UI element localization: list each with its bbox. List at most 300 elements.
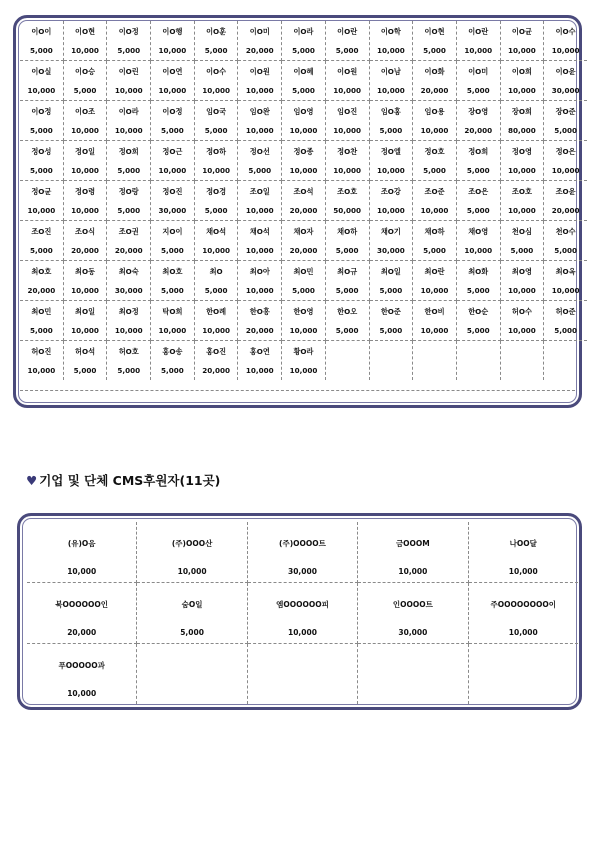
donor-name: (유)O음 (67, 539, 96, 548)
donation-amount: 10,000 (71, 326, 99, 335)
donor-cell (137, 522, 247, 583)
donor-cell (151, 301, 195, 341)
donor-name: 최O일 (75, 307, 96, 316)
donor-cell (282, 341, 326, 381)
donation-amount: 5,000 (29, 326, 53, 335)
donor-name: 채O석 (206, 227, 227, 236)
donor-name: 최O정 (118, 307, 139, 316)
donation-amount: 5,000 (204, 206, 228, 215)
donation-amount (544, 363, 587, 379)
donor-name: 이O원 (337, 67, 358, 76)
donor-name: 이O화 (424, 67, 445, 76)
donor-cell (151, 181, 195, 221)
donor-cell (500, 261, 544, 301)
donor-cell (63, 21, 107, 61)
donor-name: 허O석 (75, 347, 96, 356)
donation-amount: 10,000 (420, 326, 449, 335)
donor-cell (500, 301, 544, 341)
donor-cell (151, 141, 195, 181)
donor-cell (544, 341, 587, 381)
donor-cell (194, 141, 238, 181)
donor-cell (369, 261, 413, 301)
donor-name: 정O선 (249, 147, 270, 156)
table-row (20, 341, 587, 381)
donor-cell (456, 61, 500, 101)
donation-amount: 10,000 (202, 246, 230, 255)
donation-amount: 20,000 (245, 46, 274, 55)
donor-cell (413, 141, 457, 181)
donation-amount (501, 363, 544, 379)
donor-name: 조O식 (75, 227, 96, 236)
donor-cell (27, 583, 137, 644)
donation-amount: 10,000 (420, 206, 449, 215)
donor-cell (468, 644, 578, 705)
donation-amount: 20,000 (202, 366, 230, 375)
donor-cell (456, 221, 500, 261)
donor-cell (456, 341, 500, 381)
donor-cell (20, 61, 63, 101)
donation-amount: 10,000 (551, 46, 580, 55)
donor-name: 이O행 (162, 27, 183, 36)
table-bottom-divider (20, 390, 575, 391)
donor-cell (325, 181, 369, 221)
donor-cell (107, 21, 151, 61)
donor-cell (282, 21, 326, 61)
donor-cell (63, 301, 107, 341)
donor-name: 이O현 (75, 27, 96, 36)
donor-name: 정O은 (555, 147, 576, 156)
donation-amount: 5,000 (379, 286, 403, 295)
donor-cell (282, 141, 326, 181)
donor-name: 한O비 (424, 307, 445, 316)
donor-name: 허O수 (511, 307, 532, 316)
donor-name: 한O순 (468, 307, 489, 316)
donor-name: 한O흥 (249, 307, 270, 316)
donor-cell (544, 261, 587, 301)
donation-amount: 5,000 (554, 126, 577, 135)
donor-name: 최O호 (162, 267, 183, 276)
donor-cell (151, 21, 195, 61)
donor-name: 정O령 (75, 187, 96, 196)
donation-amount: 10,000 (289, 366, 318, 375)
donor-name: 채O하 (337, 227, 358, 236)
donation-amount: 5,000 (466, 206, 490, 215)
donor-cell (282, 101, 326, 141)
donor-name: 나OO달 (509, 539, 537, 548)
donation-amount: 10,000 (71, 286, 99, 295)
donation-amount: 10,000 (67, 689, 97, 698)
donation-amount: 5,000 (73, 366, 97, 375)
donation-amount: 10,000 (245, 206, 274, 215)
donation-amount: 5,000 (292, 86, 315, 95)
donation-amount: 5,000 (180, 628, 204, 637)
donor-name: 최O화 (468, 267, 489, 276)
donor-cell (20, 301, 63, 341)
donor-name: 정O희 (468, 147, 489, 156)
donation-amount: 5,000 (161, 366, 184, 375)
donation-amount: 10,000 (71, 206, 99, 215)
donor-cell (413, 221, 457, 261)
donor-cell (544, 21, 587, 61)
donor-name (544, 341, 587, 363)
donor-name: 최O영 (511, 267, 532, 276)
donation-amount: 10,000 (71, 126, 99, 135)
donor-cell (63, 261, 107, 301)
donor-name: 천O수 (555, 227, 576, 236)
donor-cell (194, 101, 238, 141)
donor-name: 정O희 (118, 147, 139, 156)
donor-cell (194, 21, 238, 61)
donation-amount: 30,000 (288, 567, 317, 576)
donor-name: 정O일 (75, 147, 96, 156)
donor-name: 이O조 (75, 107, 96, 116)
donation-amount: 10,000 (508, 166, 536, 175)
donation-amount: 5,000 (204, 46, 228, 55)
donor-name: 이O승 (75, 67, 96, 76)
donation-amount: 50,000 (333, 206, 362, 215)
donation-amount: 20,000 (245, 326, 274, 335)
donor-cell (500, 221, 544, 261)
donation-amount: 10,000 (420, 286, 449, 295)
donor-cell (358, 522, 468, 583)
donor-name (248, 644, 357, 675)
donor-name: 정O랑 (118, 187, 139, 196)
donation-amount: 10,000 (158, 86, 187, 95)
donor-cell (107, 61, 151, 101)
donor-name: 임O용 (424, 107, 445, 116)
corporate-section-title (26, 471, 220, 489)
donor-name (413, 341, 456, 363)
donor-cell (20, 341, 63, 381)
donor-name: 금OOOM (395, 539, 430, 548)
donor-name: 채O석 (249, 227, 270, 236)
donor-cell (325, 21, 369, 61)
donation-amount: 5,000 (335, 286, 359, 295)
donation-amount: 5,000 (161, 126, 184, 135)
donation-amount: 10,000 (508, 206, 536, 215)
donation-amount: 10,000 (420, 126, 449, 135)
donor-name: 이O정 (162, 107, 183, 116)
donor-cell (468, 583, 578, 644)
donor-name: 이O실 (31, 67, 52, 76)
donor-name (457, 341, 500, 363)
donor-cell (107, 301, 151, 341)
donation-amount: 20,000 (551, 206, 580, 215)
donor-cell (194, 61, 238, 101)
donation-amount: 5,000 (423, 246, 446, 255)
donation-amount: 5,000 (161, 286, 184, 295)
individual-donors-table (20, 21, 587, 380)
donor-cell (413, 341, 457, 381)
donor-name: 정O균 (31, 187, 52, 196)
donor-name: 푸OOOOO과 (58, 661, 105, 670)
donation-amount (457, 363, 500, 379)
donor-name (137, 644, 246, 675)
donor-name: 이O란 (337, 27, 358, 36)
donor-cell (544, 101, 587, 141)
donor-name: 허O준 (555, 307, 576, 316)
donor-name: 조O진 (31, 227, 52, 236)
donation-amount: 10,000 (333, 166, 362, 175)
donation-amount: 5,000 (379, 126, 403, 135)
donor-cell (238, 141, 282, 181)
donor-name: 정O종 (293, 147, 314, 156)
donation-amount: 30,000 (114, 286, 143, 295)
donation-amount (469, 675, 578, 687)
donor-cell (20, 221, 63, 261)
donor-cell (456, 21, 500, 61)
donation-amount: 10,000 (376, 206, 405, 215)
donor-name: 정O경 (206, 187, 227, 196)
donation-amount: 10,000 (245, 286, 274, 295)
donor-name: 임O영 (293, 107, 314, 116)
donation-amount: 5,000 (466, 166, 490, 175)
donor-cell (238, 181, 282, 221)
donor-cell (369, 21, 413, 61)
donation-amount: 10,000 (333, 126, 362, 135)
donor-cell (238, 101, 282, 141)
donor-cell (107, 141, 151, 181)
donor-cell (413, 61, 457, 101)
donation-amount: 10,000 (508, 286, 536, 295)
donor-name: 황O라 (293, 347, 314, 356)
donor-name: 이O희 (511, 67, 532, 76)
donor-name: 이O원 (249, 67, 270, 76)
donation-amount: 20,000 (71, 246, 99, 255)
donation-amount: 10,000 (245, 86, 274, 95)
donor-cell (63, 101, 107, 141)
donor-name: (주)OOOO트 (279, 539, 326, 548)
donation-amount (137, 675, 246, 687)
donor-cell (107, 101, 151, 141)
donor-cell (500, 21, 544, 61)
donor-name: 이O학 (380, 27, 401, 36)
donor-name: 최O규 (337, 267, 358, 276)
donor-name: 탁O희 (162, 307, 183, 316)
donor-name: 조O준 (424, 187, 445, 196)
table-row (27, 522, 578, 583)
donation-amount: 10,000 (376, 86, 405, 95)
donor-cell (413, 301, 457, 341)
donor-cell (369, 181, 413, 221)
donor-name: 홍O송 (162, 347, 183, 356)
donor-name: 이O남 (380, 67, 401, 76)
donor-name: 허O진 (31, 347, 52, 356)
donor-cell (468, 522, 578, 583)
heart-icon: ♥ (26, 473, 38, 488)
donor-name: 최O아 (249, 267, 270, 276)
donor-name: 임O국 (206, 107, 227, 116)
donation-amount: 10,000 (177, 567, 207, 576)
donor-name: 조O호 (511, 187, 532, 196)
donor-cell (282, 221, 326, 261)
donor-name: 정O호 (424, 147, 445, 156)
donor-name: 정O찬 (337, 147, 358, 156)
donor-cell (369, 101, 413, 141)
donor-name (358, 644, 467, 675)
donor-cell (325, 61, 369, 101)
donor-cell (500, 101, 544, 141)
donor-cell (413, 101, 457, 141)
donor-cell (238, 221, 282, 261)
donation-amount: 5,000 (379, 326, 403, 335)
table-row (20, 101, 587, 141)
donation-amount: 10,000 (245, 126, 274, 135)
donor-cell (20, 101, 63, 141)
donation-amount: 5,000 (554, 326, 577, 335)
donor-name: 정O엘 (380, 147, 401, 156)
donor-cell (238, 61, 282, 101)
donor-cell (63, 221, 107, 261)
donation-amount: 5,000 (335, 246, 359, 255)
donor-name: 조O윤 (555, 187, 576, 196)
donor-cell (238, 341, 282, 381)
donor-name: 최O민 (31, 307, 52, 316)
donation-amount: 20,000 (67, 628, 97, 637)
donor-cell (369, 141, 413, 181)
donor-cell (500, 181, 544, 221)
donor-name: 이O정 (118, 27, 139, 36)
donor-name: 조O호 (337, 187, 358, 196)
donor-cell (369, 61, 413, 101)
donor-name: 지O이 (162, 227, 183, 236)
donation-amount: 10,000 (288, 628, 317, 637)
table-row (20, 261, 587, 301)
donor-name: 최O일 (380, 267, 401, 276)
donor-cell (238, 21, 282, 61)
donor-cell (151, 101, 195, 141)
donation-amount: 5,000 (29, 126, 53, 135)
donation-amount: 5,000 (335, 326, 359, 335)
donation-amount (370, 363, 413, 379)
donation-amount: 10,000 (464, 246, 493, 255)
donor-cell (137, 583, 247, 644)
donation-amount: 10,000 (27, 366, 56, 375)
donor-cell (282, 301, 326, 341)
table-row (27, 583, 578, 644)
donor-name: 채O자 (293, 227, 314, 236)
donation-amount: 5,000 (29, 166, 53, 175)
donor-name: 정O성 (31, 147, 52, 156)
donor-name: 최O (209, 267, 223, 276)
donor-name: 임O완 (249, 107, 270, 116)
donor-cell (107, 341, 151, 381)
donation-amount: 10,000 (67, 567, 97, 576)
donor-cell (20, 181, 63, 221)
donor-cell (500, 61, 544, 101)
donor-cell (544, 61, 587, 101)
donor-name: 정O근 (162, 147, 183, 156)
donor-name: 이O정 (31, 107, 52, 116)
donor-name: 인OOOO트 (392, 600, 433, 609)
donation-amount: 10,000 (245, 366, 274, 375)
donation-amount: 10,000 (376, 166, 405, 175)
donor-cell (544, 181, 587, 221)
table-row (20, 181, 587, 221)
donation-amount: 10,000 (71, 166, 99, 175)
donation-amount: 20,000 (27, 286, 56, 295)
donor-name: 이O균 (511, 27, 532, 36)
donor-cell (238, 301, 282, 341)
donor-cell (456, 261, 500, 301)
donation-amount: 10,000 (508, 567, 538, 576)
donor-cell (325, 261, 369, 301)
donor-name: 주OOOOOOOO이 (490, 600, 556, 609)
donor-cell (358, 583, 468, 644)
donation-amount: 10,000 (333, 86, 362, 95)
donor-name: 홍O진 (206, 347, 227, 356)
donation-amount: 5,000 (204, 126, 228, 135)
donor-name: 이O미 (468, 67, 489, 76)
donation-amount: 10,000 (114, 86, 143, 95)
donor-cell (63, 181, 107, 221)
donor-cell (27, 644, 137, 705)
donation-amount (358, 675, 467, 687)
donor-name: 이O혜 (293, 67, 314, 76)
donor-cell (247, 522, 357, 583)
donor-name: 정O하 (206, 147, 227, 156)
corporate-donors-table (27, 522, 578, 704)
donor-cell (238, 261, 282, 301)
donor-cell (413, 181, 457, 221)
donor-cell (194, 261, 238, 301)
donor-name: 장O영 (468, 107, 489, 116)
donation-amount: 10,000 (289, 126, 318, 135)
donation-amount: 5,000 (466, 286, 490, 295)
donor-name: 이O라 (293, 27, 314, 36)
donor-name: 최O란 (424, 267, 445, 276)
donor-name: 엠OOOOOO피 (276, 600, 329, 609)
donor-cell (151, 261, 195, 301)
donor-cell (151, 61, 195, 101)
donor-name: 숨O일 (181, 600, 203, 609)
donor-cell (20, 141, 63, 181)
donation-amount: 5,000 (466, 326, 490, 335)
donation-amount: 5,000 (161, 246, 184, 255)
donor-name: 이O현 (424, 27, 445, 36)
table-row (20, 221, 587, 261)
donor-cell (27, 522, 137, 583)
donor-cell (325, 101, 369, 141)
donation-amount: 10,000 (114, 126, 143, 135)
donation-amount (413, 363, 456, 379)
donor-cell (194, 301, 238, 341)
donor-name: 홍O연 (249, 347, 270, 356)
donor-name: 임O진 (337, 107, 358, 116)
donor-name: 허O호 (118, 347, 139, 356)
donor-name: 한O준 (380, 307, 401, 316)
donation-amount: 10,000 (71, 46, 99, 55)
donation-amount: 10,000 (202, 86, 230, 95)
donor-cell (247, 644, 357, 705)
donation-amount: 5,000 (335, 46, 359, 55)
donation-amount: 30,000 (158, 206, 187, 215)
donation-amount: 10,000 (158, 326, 187, 335)
donor-name (501, 341, 544, 363)
corporate-section-heading: 기업 및 단체 CMS후원자(11곳) (39, 473, 221, 488)
donation-amount: 10,000 (158, 46, 187, 55)
donation-amount: 30,000 (398, 628, 428, 637)
donor-name: 이O윤 (555, 67, 576, 76)
donor-cell (500, 141, 544, 181)
donor-name: 조O강 (380, 187, 401, 196)
donor-name: (주)OOO산 (171, 539, 213, 548)
donation-amount: 20,000 (420, 86, 449, 95)
donor-name: 장O희 (511, 107, 532, 116)
donor-name: 최O호 (31, 267, 52, 276)
donation-amount: 20,000 (464, 126, 493, 135)
donor-name: 채O하 (424, 227, 445, 236)
